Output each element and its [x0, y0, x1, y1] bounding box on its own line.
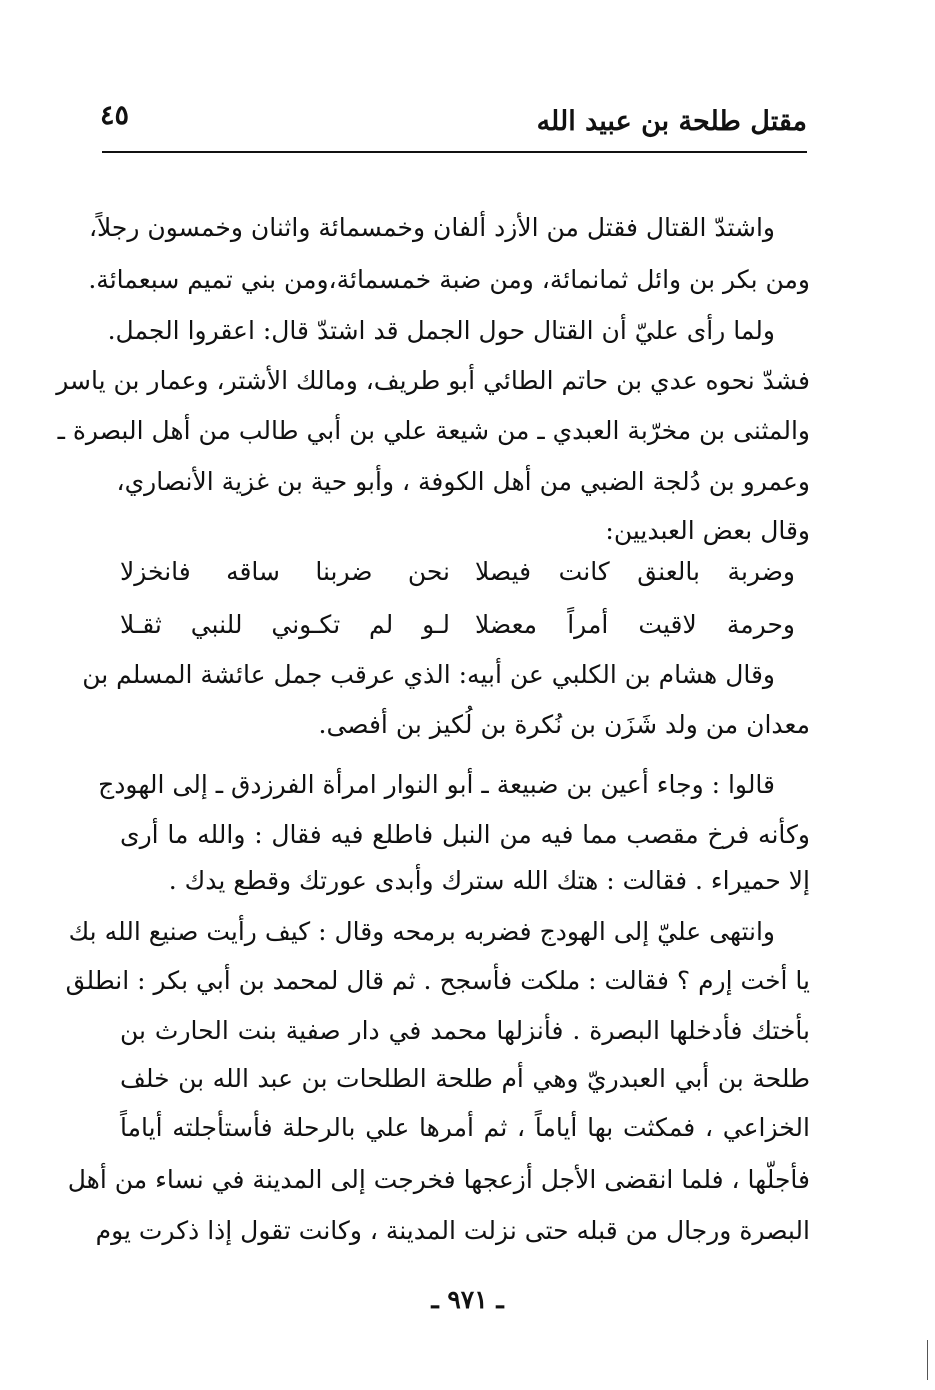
poem-hemistich-first: نحن ضربنا ساقه فانخزلا [120, 557, 450, 586]
poem-hemistich-first: لـو لم تكـوني للنبي ثقـلا [120, 610, 450, 639]
text-line: وقال هشام بن الكلبي عن أبيه: الذي عرقب جمل عائشة المسلم بن [82, 660, 775, 689]
running-header-title: مقتل طلحة بن عبيد الله [536, 106, 807, 137]
text-line: وقال بعض العبديين: [605, 516, 810, 545]
text-line: والمثنى بن مخرّبة العبدي ـ من شيعة علي بن أبي طالب من أهل البصرة ـ [57, 416, 810, 445]
text-line: وكأنه فرخ مقصب مما فيه من النبل فاطلع فيه فقال : والله ما أرى [120, 820, 810, 849]
poem-hemistich-second: وحرمة لاقيت أمراً معضلا [475, 610, 795, 639]
text-line: واشتدّ القتال فقتل من الأزد ألفان وخمسمائة واثنان وخمسون رجلاً، [88, 213, 775, 242]
text-line: الخزاعي ، فمكثت بها أياماً ، ثم أمرها علي بالرحلة فأستأجلته أياماً [120, 1113, 810, 1142]
page-edge-mark [927, 1340, 928, 1380]
text-line: ولما رأى عليّ أن القتال حول الجمل قد اشتدّ قال: اعقروا الجمل. [107, 316, 775, 345]
text-line: البصرة ورجال من قبله حتى نزلت المدينة ، وكانت تقول إذا ذكرت يوم [95, 1216, 810, 1245]
header-divider [102, 151, 807, 153]
footer-page-number: ـ ٩٧١ ـ [431, 1285, 504, 1314]
text-line: فشدّ نحوه عدي بن حاتم الطائي أبو طريف، ومالك الأشتر، وعمار بن ياسر [56, 366, 810, 395]
text-line: وعمرو بن دُلجة الضبي من أهل الكوفة ، وأبو حية بن غزية الأنصاري، [116, 467, 810, 496]
text-line: قالوا : وجاء أعين بن ضبيعة ـ أبو النوار امرأة الفرزدق ـ إلى الهودج [98, 770, 775, 799]
text-line: يا أخت إرم ؟ فقالت : ملكت فأسجح . ثم قال لمحمد بن أبي بكر : انطلق [65, 966, 810, 995]
text-line: ومن بكر بن وائل ثمانمائة، ومن ضبة خمسمائة،ومن بني تميم سبعمائة. [88, 265, 810, 294]
header-page-number: ٤٥ [100, 100, 130, 131]
text-line: فأجلّها ، فلما انقضى الأجل أزعجها فخرجت إلى المدينة في نساء من أهل [67, 1165, 810, 1194]
text-line: وانتهى عليّ إلى الهودج فضربه برمحه وقال : كيف رأيت صنيع الله بك [68, 917, 775, 946]
text-line: بأختك فأدخلها البصرة . فأنزلها محمد في دار صفية بنت الحارث بن [120, 1016, 810, 1045]
text-line: إلا حميراء . فقالت : هتك الله سترك وأبدى عورتك وقطع يدك . [168, 866, 810, 895]
text-line: طلحة بن أبي العبدريّ وهي أم طلحة الطلحات بن عبد الله بن خلف [120, 1064, 810, 1093]
poem-hemistich-second: وضربة بالعنق كانت فيصلا [475, 557, 795, 586]
text-line: معدان من ولد شَزَن بن نُكرة بن لُكيز بن أفصى. [318, 710, 810, 739]
